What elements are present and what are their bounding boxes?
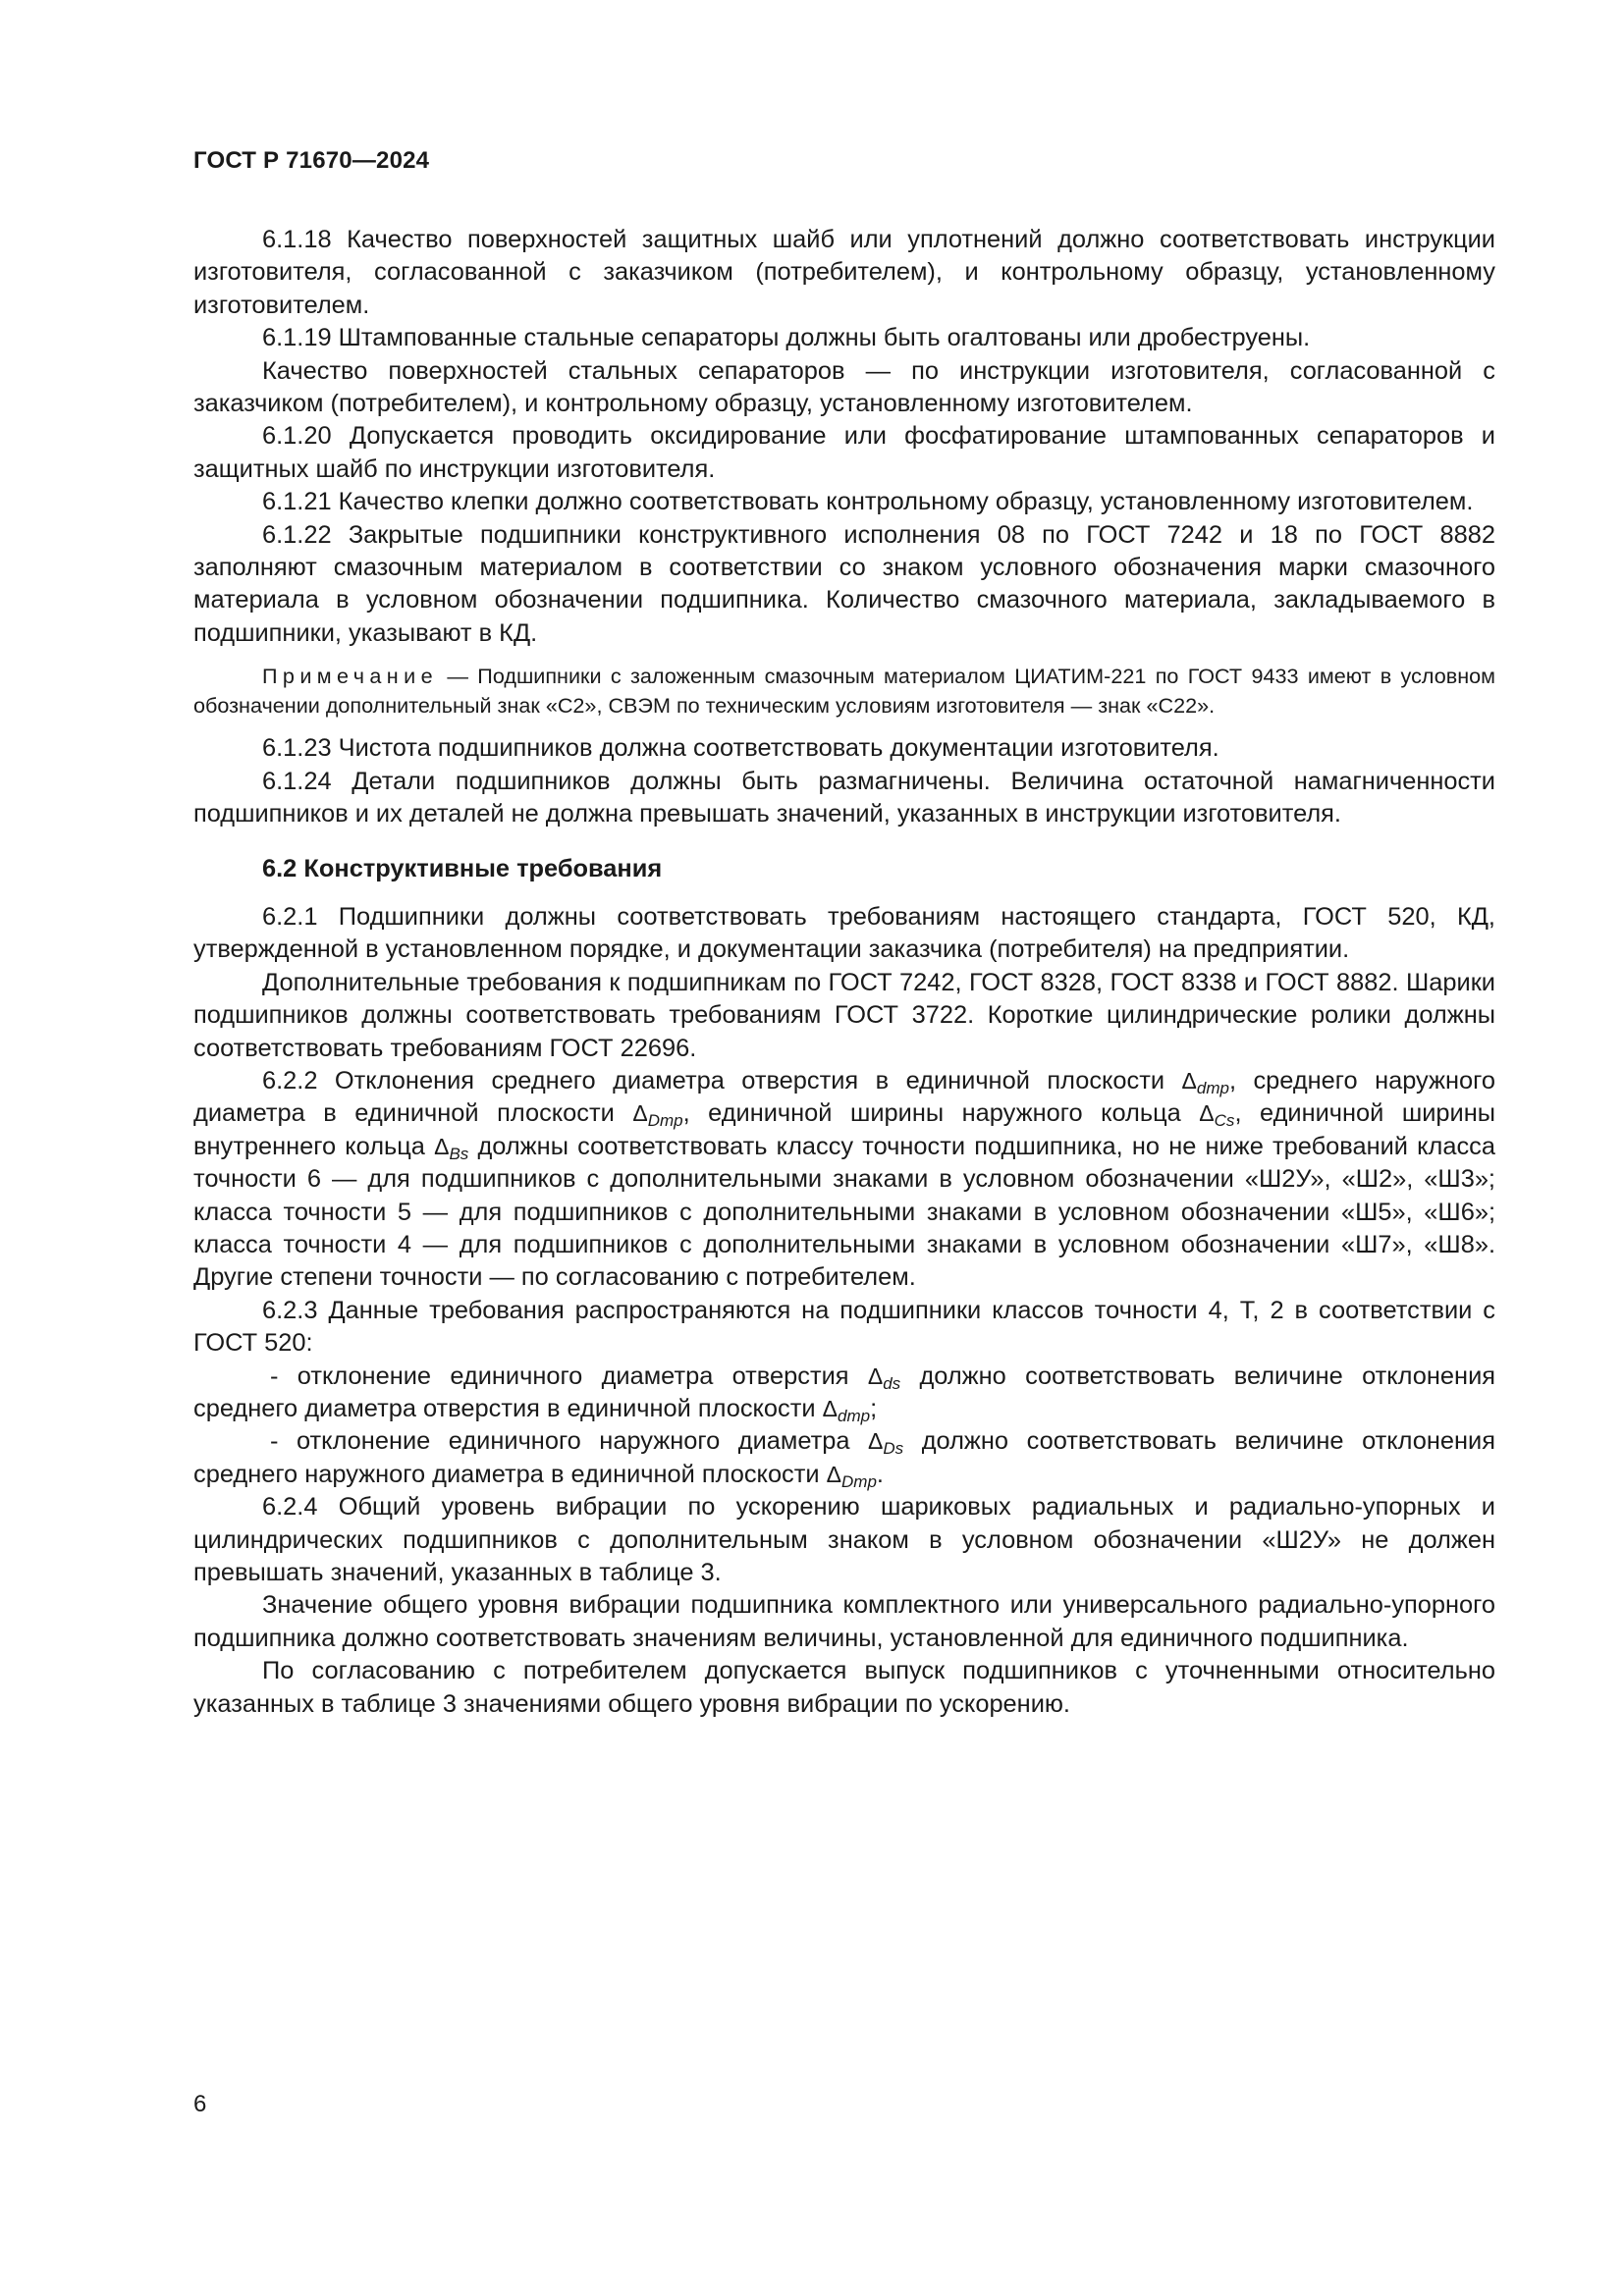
subscript-dmp: dmp bbox=[837, 1407, 871, 1425]
document-body bbox=[193, 224, 1495, 1721]
page-number: 6 bbox=[193, 2091, 207, 2117]
text-run: - отклонение единичного диаметра отверстия bbox=[270, 1362, 868, 1390]
text-run: , единичной ширины наружного кольца bbox=[682, 1099, 1200, 1128]
note-label: Примечание bbox=[262, 664, 438, 689]
note bbox=[193, 662, 1495, 721]
section-title-6-2: 6.2 Конструктивные требования bbox=[262, 854, 663, 882]
paragraph-6-1-24: 6.1.24 Детали подшипников должны быть размагничены. Величина остаточной намагниченности подшипников и их деталей не должна превышать значений, указанных в инструкции изготовителя. bbox=[193, 767, 1495, 828]
text-run: . bbox=[876, 1460, 884, 1488]
text-run: должны соответствовать классу точности подшипника, но не ниже требований класса точности 6 — для подшипников с дополнительными знаками в условном обозначении «Ш2У», «Ш2», «Ш3»; класса точности 5 — для подшипников с дополнительными знаками в условном обозначении «Ш5», «Ш6»; класса точности 4 — для подшипников с дополнительными знаками в условном обозначении «Ш7», «Ш8». Другие степени точности — по согласованию с потребителем. bbox=[193, 1132, 1495, 1292]
text-run: должно соответствовать величине отклонения среднего наружного диаметра в единичной плоскости bbox=[193, 1427, 1495, 1488]
document-header: ГОСТ Р 71670—2024 bbox=[193, 147, 430, 174]
delta-symbol: Δ bbox=[868, 1428, 884, 1455]
paragraph-6-1-18: 6.1.18 Качество поверхностей защитных шайб или уплотнений должно соответствовать инструкции изготовителя, согласованной с заказчиком (потребителем), и контрольному образцу, установленному изготовителем. bbox=[193, 226, 1495, 319]
subscript-Ds: Ds bbox=[883, 1439, 904, 1459]
subscript-dmp: dmp bbox=[1196, 1078, 1229, 1097]
delta-symbol: Δ bbox=[434, 1133, 450, 1159]
subscript-Bs: Bs bbox=[449, 1144, 469, 1163]
paragraph-6-1-19b: Качество поверхностей стальных сепараторов — по инструкции изготовителя, согласованной с заказчиком (потребителем), и контрольному образцу, установленному изготовителем. bbox=[193, 356, 1495, 418]
text-run: - отклонение единичного наружного диаметра bbox=[270, 1427, 869, 1456]
paragraph-6-2-1: 6.2.1 Подшипники должны соответствовать требованиям настоящего стандарта, ГОСТ 520, КД, утвержденной в установленном порядке, и документации заказчика (потребителя) на предприятии. bbox=[193, 902, 1495, 964]
paragraph-6-1-19: 6.1.19 Штампованные стальные сепараторы должны быть огалтованы или дробеструены. bbox=[262, 324, 1311, 352]
text-run: , среднего наружного диаметра в единичной плоскости bbox=[193, 1066, 1495, 1128]
text-run: , единичной ширины внутреннего кольца bbox=[193, 1099, 1495, 1160]
paragraph-6-2-4c: По согласованию с потребителем допускается выпуск подшипников с уточненными относительно указанных в таблице 3 значениями общего уровня вибрации по ускорению. bbox=[193, 1657, 1495, 1718]
note-text: — Подшипники с заложенным смазочным материалом ЦИАТИМ-221 по ГОСТ 9433 имеют в условном обозначении дополнительный знак «С2», СВЭМ по техническим условиям изготовителя — знак «С22». bbox=[193, 664, 1495, 719]
delta-symbol: Δ bbox=[632, 1100, 648, 1127]
text-run: ; bbox=[870, 1395, 878, 1422]
subscript-Cs: Cs bbox=[1214, 1111, 1235, 1131]
paragraph-6-1-21: 6.1.21 Качество клепки должно соответствовать контрольному образцу, установленному изготовителем. bbox=[262, 488, 1474, 516]
text-run: должно соответствовать величине отклонения среднего диаметра отверстия в единичной плоскости bbox=[193, 1362, 1495, 1422]
delta-symbol: Δ bbox=[822, 1396, 838, 1421]
paragraph-6-2-4b: Значение общего уровня вибрации подшипника комплектного или универсального радиально-упорного подшипника должно соответствовать значениям величины, установленной для единичного подшипника. bbox=[193, 1591, 1495, 1652]
text-run: 6.2.2 Отклонения среднего диаметра отверстия в единичной плоскости bbox=[262, 1066, 1182, 1095]
paragraph-6-1-23: 6.1.23 Чистота подшипников должна соответствовать документации изготовителя. bbox=[262, 734, 1219, 763]
list-item-2 bbox=[193, 1425, 1495, 1491]
paragraph-6-2-2 bbox=[193, 1065, 1495, 1295]
list-item-1 bbox=[193, 1361, 1495, 1426]
paragraph-6-1-22: 6.1.22 Закрытые подшипники конструктивного исполнения 08 по ГОСТ 7242 и 18 по ГОСТ 8882 заполняют смазочным материалом в соответствии со знаком условного обозначения марки смазочного материала в условном обозначении подшипника. Количество смазочного материала, закладываемого в подшипники, указывают в КД. bbox=[193, 520, 1495, 647]
delta-symbol: Δ bbox=[1181, 1067, 1197, 1094]
subscript-ds: ds bbox=[883, 1373, 901, 1393]
subscript-Dmp: Dmp bbox=[647, 1111, 683, 1131]
paragraph-6-1-20: 6.1.20 Допускается проводить оксидирование или фосфатирование штампованных сепараторов и защитных шайб по инструкции изготовителя. bbox=[193, 422, 1495, 483]
delta-symbol: Δ bbox=[1199, 1100, 1215, 1127]
delta-symbol: Δ bbox=[867, 1362, 884, 1389]
paragraph-6-2-4: 6.2.4 Общий уровень вибрации по ускорению шариковых радиальных и радиально-упорных и цилиндрических подшипников с дополнительным знаком в условном обозначении «Ш2У» не должен превышать значений, указанных в таблице 3. bbox=[193, 1493, 1495, 1587]
subscript-Dmp: Dmp bbox=[841, 1471, 877, 1491]
delta-symbol: Δ bbox=[826, 1461, 841, 1487]
paragraph-6-2-3: 6.2.3 Данные требования распространяются на подшипники классов точности 4, Т, 2 в соответствии с ГОСТ 520: bbox=[193, 1296, 1495, 1358]
paragraph-6-2-1b: Дополнительные требования к подшипникам по ГОСТ 7242, ГОСТ 8328, ГОСТ 8338 и ГОСТ 8882. Шарики подшипников должны соответствовать требованиям ГОСТ 3722. Короткие цилиндрические ролики должны соответствовать требованиям ГОСТ 22696. bbox=[193, 968, 1495, 1062]
